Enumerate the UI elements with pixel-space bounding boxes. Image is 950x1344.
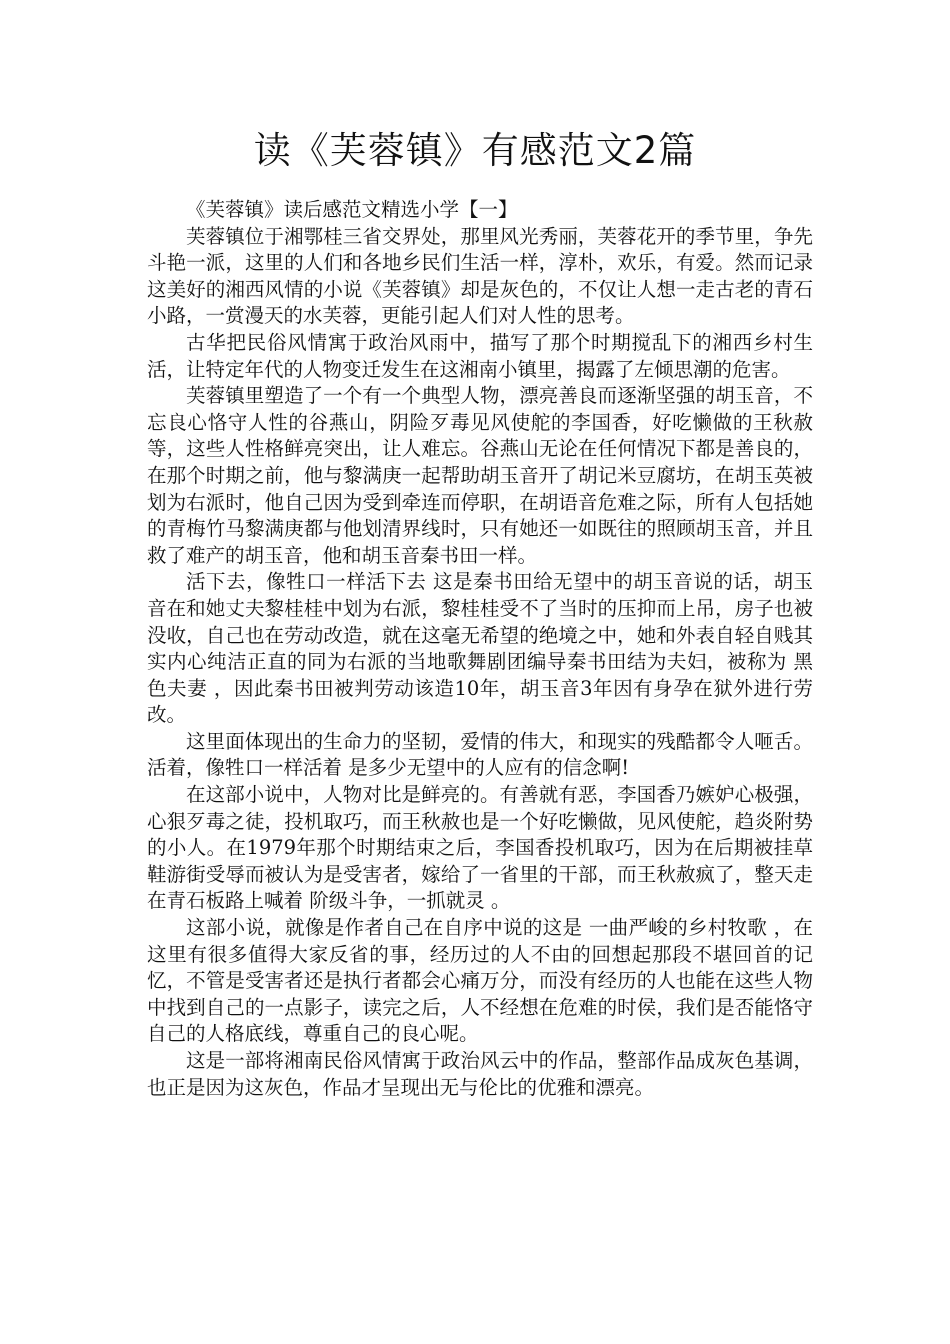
body-paragraph: 在这部小说中，人物对比是鲜亮的。有善就有恶，李国香乃嫉妒心极强，心狠歹毒之徒，投机取巧，而王秋赦也是一个好吃懒做，见风使舵，趋炎附势的小人。在1979年那个时期结束之后，李国香投机取巧，因为在后期被挂草鞋游街受辱而被认为是受害者，嫁给了一省里的干部，而王秋赦疯了，整天走在青石板路上喊着 阶级斗争，一抓就灵 。 [147,783,813,913]
body-paragraph: 芙蓉镇位于湘鄂桂三省交界处，那里风光秀丽，芙蓉花开的季节里，争先斗艳一派，这里的人们和各地乡民们生活一样，淳朴，欢乐，有爱。然而记录这美好的湘西风情的小说《芙蓉镇》却是灰色的，不仅让人想一走古老的青石小路，一赏漫天的水芙蓉，更能引起人们对人性的思考。 [147,224,813,328]
body-paragraph: 芙蓉镇里塑造了一个有一个典型人物，漂亮善良而逐渐坚强的胡玉音，不忘良心恪守人性的谷燕山，阴险歹毒见风使舵的李国香，好吃懒做的王秋赦等，这些人性格鲜亮突出，让人难忘。谷燕山无论在任何情况下都是善良的，在那个时期之前，他与黎满庚一起帮助胡玉音开了胡记米豆腐坊，在胡玉英被划为右派时，他自己因为受到牵连而停职，在胡语音危难之际，所有人包括她的青梅竹马黎满庚都与他划清界线时，只有她还一如既往的照顾胡玉音，并且救了难产的胡玉音，他和胡玉音秦书田一样。 [147,384,813,567]
document-body [147,197,813,1101]
body-paragraph: 这是一部将湘南民俗风情寓于政治风云中的作品，整部作品成灰色基调，也正是因为这灰色，作品才呈现出无与伦比的优雅和漂亮。 [147,1049,813,1099]
body-paragraph: 活下去，像牲口一样活下去 这是秦书田给无望中的胡玉音说的话，胡玉音在和她丈夫黎桂桂中划为右派，黎桂桂受不了当时的压抑而上吊，房子也被没收，自己也在劳动改造，就在这毫无希望的绝境之中，她和外表自轻自贱其实内心纯洁正直的同为右派的当地歌舞剧团编导秦书田结为夫妇，被称为 黑色夫妻 ，因此秦书田被判劳动该造10年，胡玉音3年因有身孕在狱外进行劳改。 [147,570,813,727]
body-paragraph: 这里面体现出的生命力的坚韧，爱情的伟大，和现实的残酷都令人咂舌。 活着，像牲口一样活着 是多少无望中的人应有的信念啊! [147,729,813,780]
body-paragraph: 古华把民俗风情寓于政治风雨中，描写了那个时期搅乱下的湘西乡村生活，让特定年代的人物变迁发生在这湘南小镇里，揭露了左倾思潮的危害。 [147,330,813,381]
section-heading: 《芙蓉镇》读后感范文精选小学【一】 [186,198,518,221]
document-title: 读《芙蓉镇》有感范文2篇 [253,129,697,172]
body-paragraph: 这部小说，就像是作者自己在自序中说的这是 一曲严峻的乡村牧歌 ，在这里有很多值得大家反省的事，经历过的人不由的回想起那段不堪回首的记忆，不管是受害者还是执行者都会心痛万分，而没有经历的人也能在这些人物中找到自己的一点影子，读完之后，人不经想在危难的时侯，我们是否能恪守自己的人格底线，尊重自己的良心呢。 [147,916,813,1046]
